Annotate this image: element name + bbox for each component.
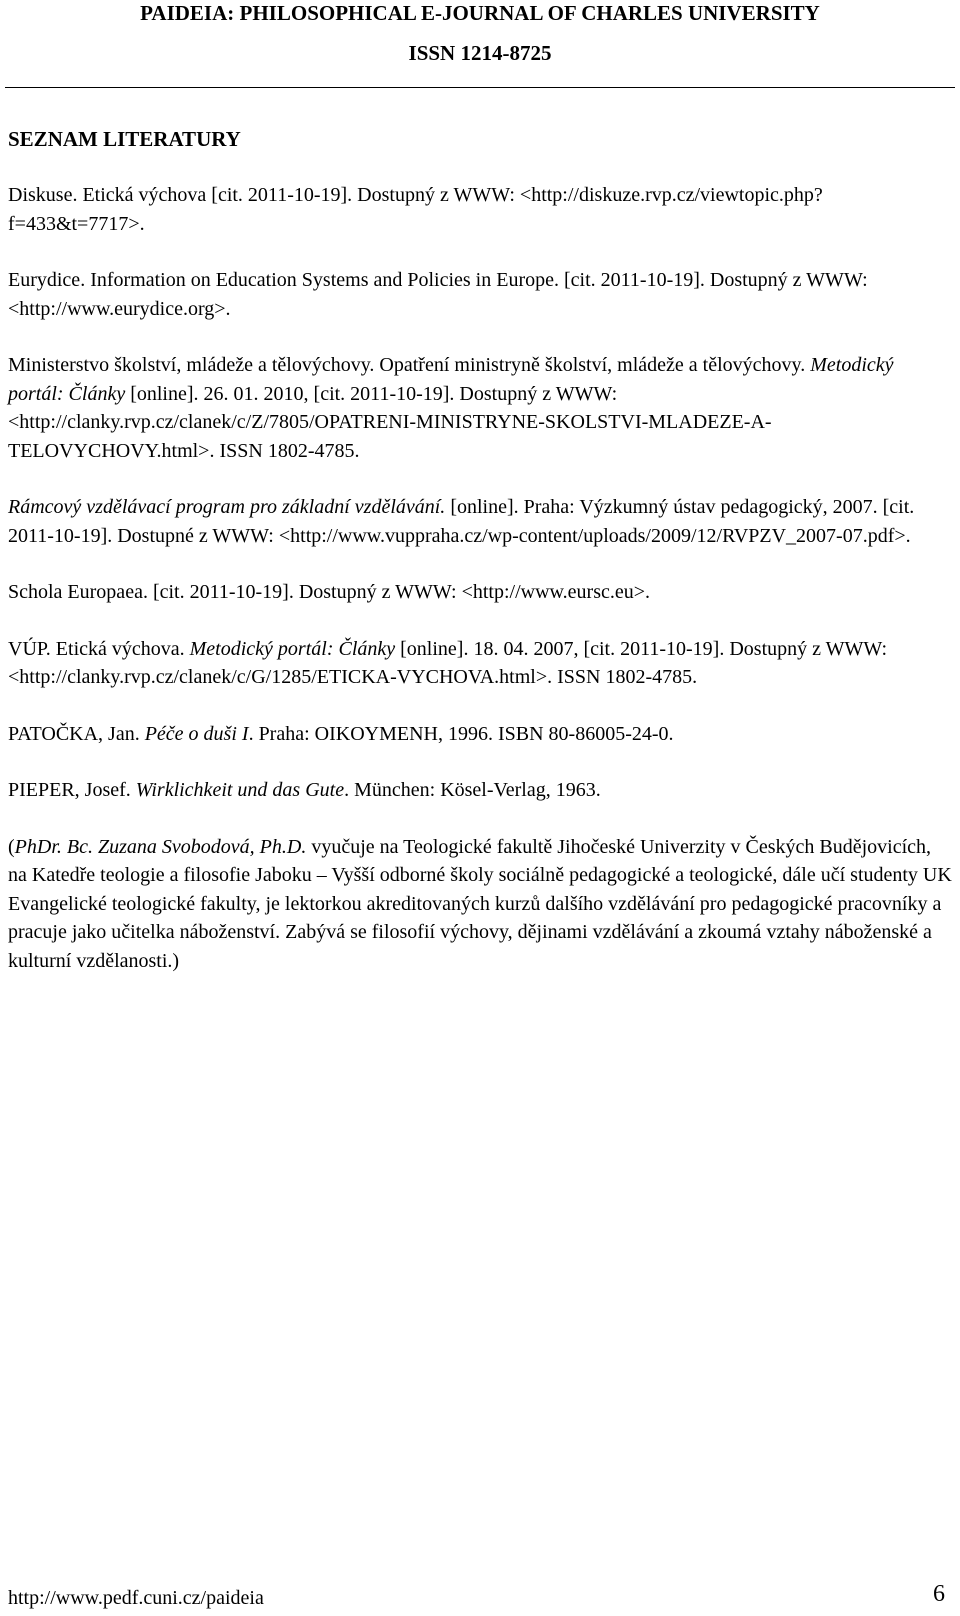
text-run: Eurydice. Information on Education Systems and Policies in Europe. [cit. 2011-10-19]. Dostupný z WWW: <http://www.eurydice.org>. <box>8 269 868 320</box>
reference-item <box>8 181 953 238</box>
footer-url: http://www.pedf.cuni.cz/paideia <box>8 1587 264 1609</box>
reference-item <box>8 266 953 323</box>
reference-item <box>8 635 953 692</box>
italic-text: Péče o duši I <box>144 722 249 745</box>
italic-text: PhDr. Bc. Zuzana Svobodová, Ph.D. <box>14 835 307 858</box>
text-run: . München: Kösel-Verlag, 1963. <box>344 779 601 801</box>
text-run: [online]. 18. 04. 2007, [cit. 2011-10-19]. Dostupný z WWW: <http://clanky.rvp.cz/clanek/c/G/1285/ETICKA-VYCHOVA.html>. ISSN 1802-4785. <box>8 637 888 688</box>
main-content <box>8 125 953 975</box>
italic-text: Metodický portál: Články <box>8 354 894 405</box>
section-title: SEZNAM LITERATURY <box>8 127 241 151</box>
journal-title: PAIDEIA: PHILOSOPHICAL E-JOURNAL OF CHARLES UNIVERSITY <box>140 1 820 25</box>
header-divider <box>5 87 955 88</box>
text-run: Diskuse. Etická výchova [cit. 2011-10-19]. Dostupný z WWW: <http://diskuze.rvp.cz/viewtopic.php?f=433&t=7717>. <box>8 184 823 235</box>
text-run: [online]. 26. 01. 2010, [cit. 2011-10-19]. Dostupný z WWW: <http://clanky.rvp.cz/clanek/c/Z/7805/OPATRENI-MINISTRYNE-SKOLSTVI-MLADEZE-A-TELOVYCHOVY.html>. ISSN 1802-4785. <box>8 382 772 462</box>
text-run: PATOČKA, Jan. <box>8 722 145 745</box>
text-run: PIEPER, Josef. <box>8 779 136 801</box>
text-run: [online]. Praha: Výzkumný ústav pedagogický, 2007. [cit. 2011-10-19]. Dostupné z WWW: <http://www.vuppraha.cz/wp-content/uploads/2009/12/RVPZV_2007-07.pdf>. <box>8 496 915 547</box>
journal-issn: ISSN 1214-8725 <box>408 41 552 65</box>
italic-text: Rámcový vzdělávací program pro základní vzdělávání. <box>8 496 446 518</box>
reference-item <box>8 578 953 607</box>
text-run: Schola Europaea. [cit. 2011-10-19]. Dostupný z WWW: <http://www.eursc.eu>. <box>8 581 651 603</box>
author-bio <box>8 833 953 976</box>
reference-list <box>8 181 953 805</box>
reference-item <box>8 351 953 465</box>
text-run: VÚP. Etická výchova. <box>8 637 190 660</box>
reference-item <box>8 720 953 749</box>
italic-text: Wirklichkeit und das Gute <box>135 779 345 801</box>
reference-item <box>8 776 953 805</box>
text-run: . Praha: OIKOYMENH, 1996. ISBN 80-86005-24-0. <box>248 722 674 745</box>
reference-item <box>8 493 953 550</box>
italic-text: Metodický portál: Články <box>189 637 396 660</box>
text-run: ( <box>8 835 15 858</box>
page-number: 6 <box>933 1581 945 1607</box>
text-run: vyučuje na Teologické fakultě Jihočeské Univerzity v Českých Budějovicích, na Katedře teologie a filosofie Jaboku – Vyšší odborné školy sociálně pedagogické a teologické, dále učí studenty UK Evangelické teologické fakulty, je lektorkou akreditovaných kurzů dalšího vzdělávání pro pedagogické pracovníky a pracuje jako učitelka náboženství. Zabývá se filosofií výchovy, dějinami vzdělávání a zkoumá vztahy náboženské a kulturní vzdělanosti.) <box>8 835 952 972</box>
text-run: Ministerstvo školství, mládeže a tělovýchovy. Opatření ministryně školství, mládeže a tělovýchovy. <box>8 354 811 376</box>
